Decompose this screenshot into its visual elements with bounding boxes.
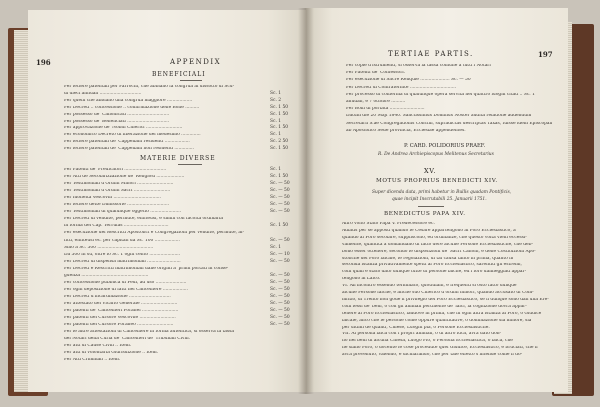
entry-text: Per atti di volontaria Giurisdizione .. Item. — [64, 351, 159, 356]
entry-text: Per lettere dette Dimissorie .............................. — [64, 203, 170, 208]
entry-text: Per patenti de' Cancellieri Foranei .......................... — [64, 309, 179, 313]
entry-text: tenere al Foro Ecclesiastico, laddove in prima, che in ogni altra istanza al Foro, o Giudice — [342, 311, 542, 316]
entry-value: Sc. — 50 — [270, 279, 290, 285]
entry-text: di dieci annuali .............................. — [64, 91, 142, 96]
entry-text: Per attestato del Vicario Generale .......................... — [64, 301, 178, 306]
entry-text: colli quali è stato dato dunque tutte di persone laiche, ed i loro danneggiati appar- — [342, 270, 527, 275]
entry-value: Sc. — 50 — [270, 188, 290, 194]
entry-value: Sc. 1 — [270, 90, 282, 96]
entry-text: Per lettere patentali per Parrochi, che abbiano la congrua al dissotto di Scu- — [64, 85, 235, 89]
entry-text: Per Decreti d'incardinazione .............................. — [64, 294, 171, 299]
entry-value: Sc. — 50 — [270, 202, 290, 208]
entry-value: Sc. — 50 — [270, 272, 290, 278]
entry-text: ab Apostolico Sede provincia, Ecclesiae appendentes. — [346, 128, 466, 133]
entry-text: Per le altre attestazioni di Cancelliere in forma autentica, si osserva la tassa — [64, 330, 235, 335]
entry-text: Per Decreti e Rescritti matrimoniali dalle origini a' primi portati in conse- — [64, 266, 229, 271]
entry-text: Per esecuzione dei Rescritti Apostolici e Congregazioni per vendite, permute, af- — [64, 231, 244, 236]
entry-value: Sc. — 50 — [270, 322, 290, 328]
chapter-title: MOTUS PROPRIUS BENEDICTI XIV. — [376, 178, 498, 184]
entry-text: Per quelli che abbiano una congrua maggiore .................. — [64, 98, 193, 103]
entry-text: Adlatis per se apposti quando le Cesare appartengono al Foro Ecclesiastico, a — [342, 228, 516, 233]
entry-value: Sc. — 50 — [270, 300, 290, 306]
section-heading: BENEFICIALI — [152, 71, 206, 78]
entry-text: Per Decreti .. concessione .. confirmazione delle Bolle .......... — [64, 105, 200, 110]
signature-secretary: R. De Andrea Archiepiscopus Melitenus Secretarius — [378, 152, 494, 157]
entry-value: Sc. — 50 — [270, 195, 290, 201]
entry-value: Sc. — 10 — [270, 251, 290, 257]
entry-text: fitti, enfiteusi ec. per capitali da Sc. 100 .................. — [64, 238, 180, 243]
entry-text: vamente, quantità a domandano di fatto dere alcune Persone Ecclesiastiche, che deb- — [342, 242, 533, 247]
chapter-subtitle: quae incipit Inscrutabili 25. Januarii 1751. — [392, 197, 487, 202]
entry-value: Sc. 1 50 — [270, 223, 289, 229]
entry-text: laicale, anco ché le persone come oppure quantitative, o dominazione sia minore, sia — [342, 318, 532, 323]
entry-text: Per atti di Cause Civili .. Item. — [64, 344, 132, 349]
entry-value: Sc. — 50 — [270, 258, 290, 264]
entry-value: Sc. 1 — [270, 118, 282, 124]
entry-text: Per copie d'istrumenti, si osserva la tassa comune a tutti i Notari — [346, 64, 491, 68]
page-number: 196 — [36, 58, 51, 67]
entry-text: Datum die 20 Maji 1840. Sanctissimus Dominus Noster audita relatione addendum — [346, 114, 532, 119]
entry-text: Per patenti del Cursore Foraneo .......................... — [64, 323, 174, 328]
entry-value: Sc. 1 — [270, 167, 282, 172]
running-title: TERTIAE PARTIS. — [388, 50, 474, 58]
entry-text: anuuali, e 7 ottobre .......... — [346, 100, 406, 104]
entry-value: Sc. — 50 — [270, 181, 290, 187]
entry-text: Per possesso de' Canonicati .............................. — [64, 112, 170, 117]
entry-value: Sc. 1 — [270, 244, 282, 250]
pope-heading: BENEDICTUS PAPA XIV. — [384, 211, 466, 217]
section-rule — [178, 164, 202, 165]
chapter-rule — [418, 206, 444, 207]
chapter-number: XV. — [424, 167, 437, 175]
section-rule — [180, 80, 202, 81]
entry-text: seconda istanza privativamente spetti al Foro Ecclesiastico, sarentiti gli estremi, — [342, 263, 522, 268]
entry-text: Per patenti del Cursore Vescovile .......................... — [64, 316, 176, 321]
entry-text: Per Atti Criminali .. Item. — [64, 358, 121, 363]
entry-text: Da 500 in su, oltre lo Sc. 1 ogni cento ...................... — [64, 252, 181, 257]
entry-text: Per Bolli di portata ......................... — [346, 107, 425, 112]
entry-text: Per esecuzione di Sacre Reliquie ..................... Sc. — 50 — [346, 78, 471, 83]
entry-text: Per Decreti di dispensa matrimoniali ........................ — [64, 259, 181, 264]
entry-text: Per processo di conferma di qualunque opera servita nei quattro luoghi citati .. Sc. 1 — [346, 92, 535, 97]
entry-text: quando al Foro secolare, suppliscono, ed ordinanze, che questo volta vieni eccessi- — [342, 235, 527, 240]
entry-text: ne siano Foro, o docente le cose procedute quel Giudice, Ecclesiastico, e bruciati, che il — [342, 346, 538, 351]
entry-text: Per Patenti de' Predicatori .............................. — [64, 168, 167, 172]
entry-value: Sc. — 50 — [270, 286, 290, 292]
entry-value: Sc. — 50 — [270, 308, 290, 313]
entry-text: Per ogni deposizione di fatti nel Cancelliere .................. — [64, 287, 188, 292]
entry-value: Sc. — 50 — [270, 237, 290, 243]
signature-cardinal: P. CARD. POLIDORIUS PRAEF. — [404, 143, 486, 149]
book-gutter — [298, 8, 314, 394]
entry-value: Sc. — 50 — [270, 209, 290, 215]
entry-text: Per Decreti di vendite, permute, enfiteusi, e simili con facoltà ordinaria — [64, 217, 224, 222]
entry-text: Per possesso de' Beneficiati .............................. — [64, 119, 170, 124]
entry-value: Sc. 1 50 — [270, 146, 289, 152]
entry-text: Per Testimoniali d'Ordini Sacri .......................... — [64, 189, 171, 194]
entry-value: Sc. 1 50 — [270, 125, 289, 131]
running-title: APPENDIX — [170, 58, 222, 66]
entry-text: Per lettere patentali de' Cappellani residenti .................. — [64, 140, 190, 145]
entry-value: Sc. 2 50 — [270, 139, 289, 145]
chapter-subtitle: Super dicenda data, primi habetur in Bullis quadam Pontificis, — [372, 190, 512, 195]
entry-text: in forma del Cap. Terrulas ................................ — [64, 224, 169, 229]
entry-text: bono esser ottenere, secondo le disposizioni de' Sacri Canoni, e delle Costituzioni Apo- — [342, 249, 536, 254]
entry-text: Per Idoneità Vescovili .................................. — [64, 196, 161, 201]
entry-value: Sc. 1 — [270, 132, 282, 138]
entry-value: Sc. 1 50 — [270, 104, 289, 110]
entry-text: no nei beni di alcuna Chiesa, Luogo Pio, o Persona Ecclesiastica, o laica, che — [342, 339, 513, 344]
entry-text: mittio, di Trento non gode il privilegio del Foro Ecclesiastico, se il dunque sono dall'una Ere- — [342, 297, 549, 302]
entry-value: Sc. 2 — [270, 97, 282, 103]
left-page — [28, 10, 310, 392]
page-number: 197 — [538, 50, 553, 59]
entry-text: stoliche del Foro laicale, le regolazioni, di tal causa tanto in prima, quanto in — [342, 256, 514, 261]
entry-text: VI. All'incontro essendo terminato, quotidiani, e frequenti sì ostò fatto dunque — [342, 284, 517, 289]
entry-text: guenza ................................................ — [64, 273, 149, 278]
entry-text: Per Decreti di Confraternite ................................. — [346, 85, 456, 90]
entry-text: Per Patenti de' Confessori. — [346, 71, 406, 76]
entry-text: Aliro volto Stato Papa V. Predecessore ec. — [342, 222, 435, 226]
entry-text: alcune Persone laiche, e anche suo Chierico d'ordini minori, quando accusato di Com- — [342, 291, 534, 295]
entry-text: Sino a Sc. 500 ........................................ — [64, 245, 154, 250]
entry-text: per ultimi de quanti, Chiese, Luoghi pia, o Persone Ecclesiastiche. — [342, 325, 490, 330]
entry-text: Per Testimoniali d'Ordini Minori .......................... — [64, 182, 174, 187]
entry-text: VII. Al persona laica con i propri animali, o di altro luca, avrà dato don- — [342, 332, 502, 337]
entry-text: Per concessione pubblica di Fedi, ad uso ...................... — [64, 280, 187, 285]
entry-value: Sc. — 50 — [270, 315, 290, 321]
entry-text: tengono al Laico. — [342, 277, 381, 282]
entry-value: Sc. — 50 — [270, 293, 290, 299]
entry-text: Per approvazione de' Nobili Chierici .......................... — [64, 126, 183, 131]
entry-text: Per Atti de Secolarizzazione de' Religiosi .................... — [64, 175, 185, 180]
section-heading: MATERIE DIVERSE — [140, 155, 216, 162]
entry-text: Per lettere patentali de' Cappellani non residenti .............. — [64, 147, 194, 152]
entry-text: Per economico Decreto di liberazione del medesimo .............. — [64, 133, 201, 138]
entry-text: Per Testimoniali di qualunque oggetto ...................... — [64, 210, 182, 215]
entry-text: avrà prevenuto, valendo, e dichiarando, che per tale effetto s'intende come il do- — [342, 353, 523, 358]
entry-value: Sc. 1 50 — [270, 174, 289, 180]
entry-text: Secretarii S.ae Congregationis Concilii, supradictas descriptas Taxas, fuisse idem Episcopali — [346, 121, 553, 126]
right-page — [306, 8, 568, 392]
entry-text: dei Notari della Curia de' Cancellieri de' Tribunali Civili. — [64, 337, 191, 342]
entry-text: colli lessi de' beni, o con gli animali pertinente de' laici, la cognizione dovrà appar- — [342, 304, 527, 309]
entry-value: Sc. 1 50 — [270, 111, 289, 117]
